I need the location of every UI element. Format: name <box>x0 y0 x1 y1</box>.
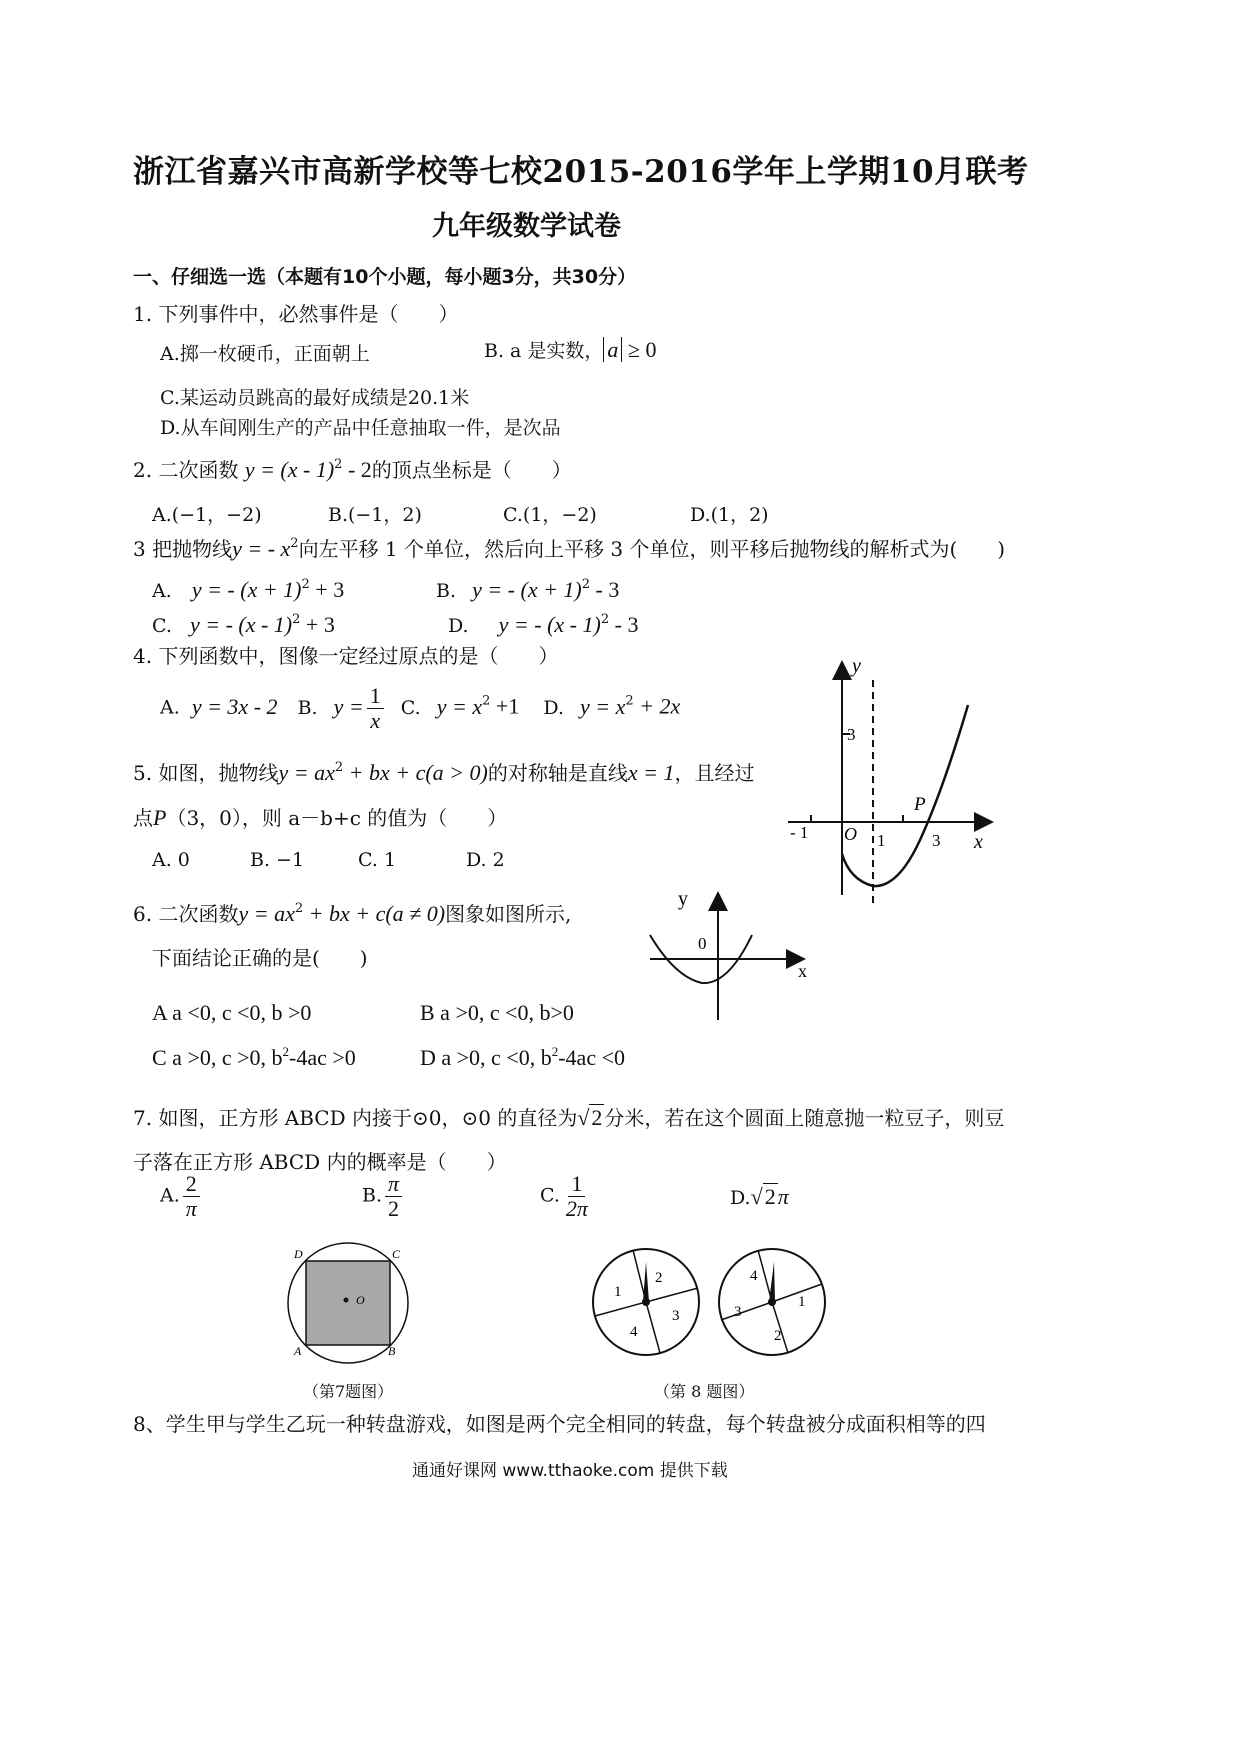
q2-stem-post: 的顶点坐标是（ ） <box>371 458 572 482</box>
option-b-text: B. a 是实数， <box>484 340 604 362</box>
question-5-line2 <box>133 802 507 831</box>
question-7-stem <box>133 1102 1004 1131</box>
q8-right-hub <box>768 1298 776 1306</box>
q5-stem-post: ，且经过 <box>674 761 755 785</box>
q7-d-label: D. <box>730 1187 751 1209</box>
question-8-figure <box>588 1240 838 1370</box>
q4-b-label: B. <box>297 696 318 719</box>
q8-right-label-1: 1 <box>798 1294 806 1310</box>
page-subtitle: 九年级数学试卷 <box>432 211 621 242</box>
section-heading: 一、仔细选一选（本题有10个小题，每小题3分，共30分） <box>133 266 637 288</box>
q8-left-label-2: 2 <box>655 1270 663 1286</box>
q8-left-divider-3 <box>646 1302 660 1353</box>
q8-right-label-3: 3 <box>734 1304 742 1320</box>
question-7-figure <box>282 1240 422 1370</box>
q2-exponent: 2 <box>334 457 343 472</box>
q8-right-divider-1 <box>758 1250 772 1302</box>
q7-label-o: O <box>356 1293 365 1307</box>
q7-a-label: A. <box>160 1184 180 1207</box>
q3-d-math: y = - (x - 1) <box>498 612 601 637</box>
q7-a-num: 2 <box>183 1172 200 1197</box>
question-2-stem <box>133 454 572 483</box>
q3-c-label: C. <box>152 615 172 637</box>
q3-d-exp: 2 <box>600 612 610 627</box>
q6-label-origin: 0 <box>698 934 707 953</box>
q7-label-b: B <box>388 1344 396 1358</box>
q8-left-divider-2 <box>646 1288 698 1302</box>
question-2-option-d: D.(1，2) <box>690 504 769 526</box>
q5-label-y: y <box>852 655 861 677</box>
q7-b-label: B. <box>362 1184 383 1207</box>
q3-b-tail: - 3 <box>590 577 620 602</box>
q3-function: y = - x <box>232 536 291 561</box>
q8-spinner-left <box>593 1249 699 1355</box>
q5-line2-pre: 点 <box>133 806 153 830</box>
q7-stem-pre: 7. 如图，正方形 ABCD 内接于⊙0，⊙0 的直径为 <box>133 1106 578 1130</box>
q6-c-post: -4ac >0 <box>289 1045 356 1070</box>
page-footer: 通通好课网 www.tthaoke.com 提供下载 <box>412 1461 728 1481</box>
q6-function: y = ax <box>238 901 295 926</box>
q4-d-exp: 2 <box>625 693 634 709</box>
q7-c-num: 1 <box>568 1172 585 1197</box>
option-b-relation: ≥ 0 <box>622 337 657 362</box>
question-5-figure <box>780 650 1010 920</box>
q5-label-3x: 3 <box>932 831 941 850</box>
q4-c-tail: +1 <box>490 693 520 719</box>
question-5-option-b: B. −1 <box>250 849 305 871</box>
q4-c-exp: 2 <box>482 693 491 709</box>
q5-stem-pre: 5. 如图，抛物线 <box>133 761 279 785</box>
q8-spinner-right <box>719 1249 825 1355</box>
q7-label-c: C <box>392 1247 401 1261</box>
q6-c-pre: C a >0, c >0, b <box>152 1045 283 1070</box>
q4-d-math: y = x <box>580 693 626 719</box>
q4-b-lhs: y = <box>333 693 364 719</box>
absolute-value-a: a <box>603 337 622 362</box>
q6-stem-pre: 6. 二次函数 <box>133 902 239 926</box>
question-7-option-a <box>160 1172 203 1221</box>
q4-d-label: D. <box>543 696 564 719</box>
q2-function-tail: - 2 <box>342 457 372 482</box>
q7-b-den: 2 <box>388 1196 400 1222</box>
q7-d-tail: π <box>777 1184 789 1209</box>
q7-sqrt-value: 2 <box>591 1105 603 1130</box>
question-6-option-a: A a <0, c <0, b >0 <box>152 1000 312 1025</box>
q4-b-fraction <box>367 684 384 733</box>
q8-left-label-1: 1 <box>614 1284 622 1300</box>
page-title: 浙江省嘉兴市高新学校等七校2015-2016学年上学期10月联考 <box>133 154 1029 190</box>
q6-label-x: x <box>798 961 807 981</box>
question-6-figure <box>640 885 820 1025</box>
q2-stem-pre: 2. 二次函数 <box>133 458 239 482</box>
q5-label-neg1: - 1 <box>790 823 809 842</box>
question-1-option-b <box>484 336 657 363</box>
q4-a-label: A. <box>160 696 180 719</box>
q6-exp: 2 <box>294 901 304 916</box>
q5-label-3: 3 <box>847 725 856 744</box>
q5-axis-eq: x = 1 <box>627 760 675 785</box>
q7-center-dot <box>344 1298 349 1303</box>
question-7-line2: 子落在正方形 ABCD 内的概率是（ ） <box>133 1150 507 1174</box>
q5-label-x: x <box>974 831 983 853</box>
q3-stem-pre: 3 把抛物线 <box>133 537 233 561</box>
q3-exponent: 2 <box>290 536 299 551</box>
q7-c-label: C. <box>540 1184 560 1207</box>
question-7-caption: （第7题图） <box>303 1382 394 1401</box>
q7-d-sqrt-value: 2 <box>764 1184 776 1209</box>
q8-left-divider-4 <box>595 1302 646 1316</box>
q5-parabola <box>842 705 968 886</box>
q3-a-exp: 2 <box>301 577 310 592</box>
q3-a-label: A. <box>152 580 172 602</box>
q7-c-den: 2π <box>565 1196 588 1222</box>
q8-left-hub <box>642 1298 650 1306</box>
q6-d-post: -4ac <0 <box>558 1045 625 1070</box>
question-4-stem: 4. 下列函数中，图像一定经过原点的是（ ） <box>133 644 559 668</box>
question-3-option-b <box>436 577 619 603</box>
q7-label-a: A <box>294 1344 302 1358</box>
q6-function-tail: + bx + c(a ≠ 0) <box>303 901 446 926</box>
q6-d-pre: D a >0, c <0, b <box>420 1045 552 1070</box>
question-3-option-c <box>152 612 335 638</box>
question-1-stem: 1. 下列事件中，必然事件是（ ） <box>133 302 459 326</box>
q3-b-exp: 2 <box>581 577 591 592</box>
q5-point-p: P <box>153 805 167 830</box>
question-1-option-d: D.从车间刚生产的产品中任意抽取一件，是次品 <box>160 417 561 439</box>
q3-a-math: y = - (x + 1) <box>191 577 302 602</box>
question-6-stem <box>133 898 571 927</box>
question-3-option-d <box>448 612 638 638</box>
q6-label-y: y <box>678 888 688 910</box>
q6-stem-post: 图象如图所示, <box>445 902 572 926</box>
q2-function: y = (x - 1) <box>244 457 335 482</box>
question-5-stem <box>133 757 754 786</box>
q5-label-1: 1 <box>877 831 886 850</box>
question-5-option-a: A. 0 <box>152 849 190 871</box>
question-4-options <box>160 684 680 733</box>
question-7-option-c <box>540 1172 594 1221</box>
q8-left-pointer <box>643 1262 649 1302</box>
q7-c-fraction <box>563 1172 591 1221</box>
question-2-option-c: C.(1，−2) <box>503 504 597 526</box>
q8-right-divider-2 <box>772 1284 822 1302</box>
q8-left-label-4: 4 <box>630 1324 638 1340</box>
q4-a-math: y = 3x - 2 <box>191 693 278 719</box>
q7-sqrt-sign: √ <box>577 1105 590 1130</box>
q8-right-pointer <box>769 1262 775 1302</box>
question-5-option-d: D. 2 <box>466 849 505 871</box>
q5-stem-mid: 的对称轴是直线 <box>487 761 628 785</box>
q5-label-origin: O <box>844 824 857 844</box>
q5-function: y = ax <box>278 760 335 785</box>
q3-c-exp: 2 <box>292 612 301 627</box>
question-5-option-c: C. 1 <box>358 849 397 871</box>
q5-exp: 2 <box>334 760 344 775</box>
q4-b-num: 1 <box>367 684 384 709</box>
q5-label-p: P <box>914 794 926 815</box>
q8-right-label-4: 4 <box>750 1268 758 1284</box>
q7-a-den: π <box>185 1196 197 1222</box>
q7-b-fraction <box>385 1172 402 1221</box>
q3-stem-post: 向左平移 1 个单位，然后向上平移 3 个单位，则平移后抛物线的解析式为( ) <box>298 537 1006 561</box>
q8-left-label-3: 3 <box>672 1308 680 1324</box>
q4-b-den: x <box>370 708 381 734</box>
q3-b-label: B. <box>436 580 457 602</box>
q8-right-label-2: 2 <box>774 1328 782 1344</box>
q3-c-tail: + 3 <box>300 612 335 637</box>
question-7-option-d <box>730 1184 789 1210</box>
question-6-option-b: B a >0, c <0, b>0 <box>420 1000 574 1025</box>
q3-d-label: D. <box>448 615 469 637</box>
question-3-stem <box>133 533 1005 562</box>
question-1-option-a: A.掷一枚硬币，正面朝上 <box>160 343 370 365</box>
q6-d-exp: 2 <box>551 1044 559 1059</box>
q8-right-divider-4 <box>721 1302 772 1320</box>
question-6-option-d <box>420 1045 625 1071</box>
question-3-option-a <box>152 577 344 603</box>
question-8-caption: （第 8 题图） <box>654 1382 755 1401</box>
q7-stem-post: 分米，若在这个圆面上随意抛一粒豆子，则豆 <box>604 1106 1005 1130</box>
q3-b-math: y = - (x + 1) <box>472 577 582 602</box>
q3-d-tail: - 3 <box>609 612 639 637</box>
q7-square <box>306 1261 390 1345</box>
q7-d-sqrt-sign: √ <box>750 1184 763 1209</box>
question-8-stem: 8、学生甲与学生乙玩一种转盘游戏，如图是两个完全相同的转盘，每个转盘被分成面积相等的四 <box>133 1412 986 1436</box>
question-7-option-b <box>362 1172 405 1221</box>
question-2-option-b: B.(−1，2) <box>328 504 422 526</box>
question-6-line2: 下面结论正确的是( ) <box>152 946 368 970</box>
q4-d-tail: + 2x <box>633 693 681 719</box>
q7-label-d: D <box>294 1247 303 1261</box>
q7-b-num: π <box>385 1172 402 1197</box>
q5-function-tail: + bx + c(a > 0) <box>343 760 488 785</box>
q3-a-tail: + 3 <box>309 577 345 602</box>
q3-c-math: y = - (x - 1) <box>189 612 293 637</box>
question-2-option-a: A.(−1，−2) <box>152 504 262 526</box>
q7-a-fraction <box>183 1172 200 1221</box>
q4-c-label: C. <box>400 696 421 719</box>
q5-line2-post: （3，0），则 a－b+c 的值为（ ） <box>166 806 508 830</box>
question-1-option-c: C.某运动员跳高的最好成绩是20.1米 <box>160 387 470 409</box>
q4-c-math: y = x <box>436 693 483 719</box>
q6-c-exp: 2 <box>282 1044 290 1059</box>
question-6-option-c <box>152 1045 356 1071</box>
